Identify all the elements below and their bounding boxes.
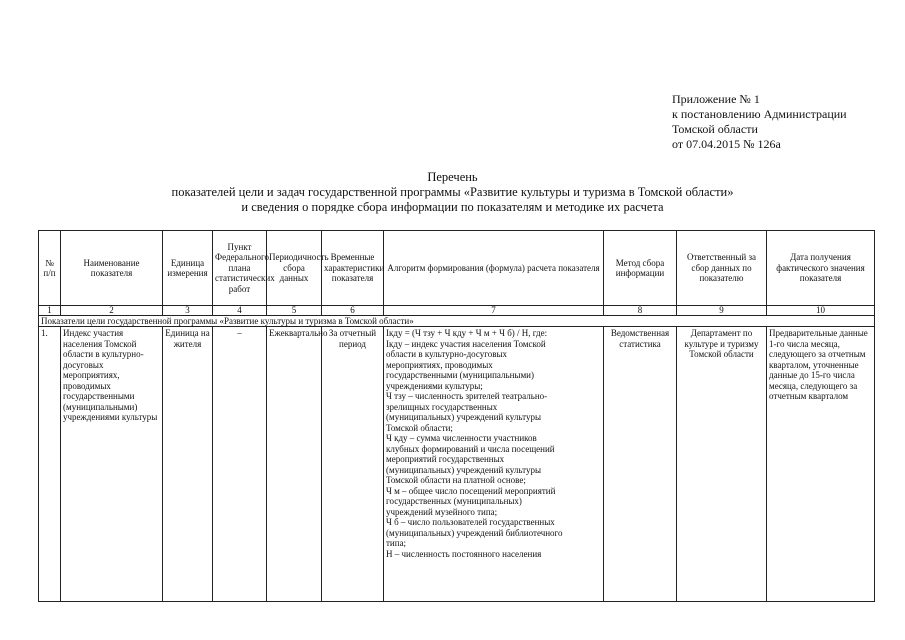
header-cell: Алгоритм формирования (формула) расчета показателя (384, 231, 604, 306)
section-row (39, 316, 875, 327)
appendix-line: Томской области (672, 122, 758, 136)
header-cell: Ответственный за сбор данных по показателю (677, 231, 767, 306)
document-title (0, 170, 905, 215)
indicator-name: Индекс участия населения Томской области в культурно-досуговых мероприятиях, проводимых государственными (муниципальными) учреждениями культуры (61, 327, 163, 602)
column-number: 1 (39, 306, 61, 316)
algorithm-line: мероприятий государственных (386, 454, 505, 464)
header-row (39, 231, 875, 306)
appendix-line: Приложение № 1 (672, 92, 760, 106)
plan-item: – (213, 327, 267, 602)
algorithm-line: государственных (муниципальных) (386, 496, 522, 506)
table-row (39, 327, 875, 602)
row-number: 1. (39, 327, 61, 602)
header-cell: Временные характеристики показателя (322, 231, 384, 306)
algorithm-line: Ч кду – сумма численности участников (386, 433, 537, 443)
algorithm-line: государственными (муниципальными) (386, 370, 534, 380)
column-number: 5 (267, 306, 322, 316)
algorithm-line: области в культурно-досуговых (386, 349, 508, 359)
algorithm-line: Ч м – общее число посещений мероприятий (386, 485, 556, 496)
header-cell: Метод сбора информации (604, 231, 677, 306)
algorithm-line: Н – численность постоянного населения (386, 548, 542, 559)
responsible-party: Департамент по культуре и туризму Томской области (677, 327, 767, 602)
header-cell: Дата получения фактического значения показателя (767, 231, 875, 306)
algorithm-line: мероприятиях, проводимых (386, 359, 493, 370)
indicator-unit: Единица на жителя (163, 327, 213, 602)
algorithm-line: Ч б – число пользователей государственных (386, 517, 555, 527)
header-cell: № п/п (39, 231, 61, 306)
algorithm-line: (муниципальных) учреждений культуры (386, 412, 542, 422)
header-cell: Периодичность сбора данных (267, 231, 322, 306)
title-line: показателей цели и задач государственной программы «Развитие культуры и туризма в Томской области» (171, 185, 734, 199)
appendix-line: от 07.04.2015 № 126а (672, 137, 781, 151)
algorithm-line: Ч тзу – численность зрителей театрально- (386, 391, 548, 401)
column-number: 2 (61, 306, 163, 316)
header-cell: Наименование показателя (61, 231, 163, 306)
algorithm-line: учреждений музейного типа; (386, 506, 498, 517)
header-cell: Пункт Федерального плана статистических работ (213, 231, 267, 306)
column-number: 4 (213, 306, 267, 316)
title-line: и сведения о порядке сбора информации по показателям и методике их расчета (241, 200, 664, 214)
section-title: Показатели цели государственной программы «Развитие культуры и туризма в Томской области» (39, 316, 875, 327)
column-number: 3 (163, 306, 213, 316)
receipt-date: Предварительные данные 1-го числа месяца, следующего за отчетным кварталом, уточненные данные до 15-го числа месяца, следующего за отчетным кварталом (767, 327, 875, 602)
column-number: 8 (604, 306, 677, 316)
column-number: 9 (677, 306, 767, 316)
periodicity: Ежеквартально (267, 327, 322, 602)
column-number: 7 (384, 306, 604, 316)
time-characteristic: За отчетный период (322, 327, 384, 602)
algorithm-line: (муниципальных) учреждений культуры (386, 464, 542, 475)
collection-method: Ведомственная статистика (604, 327, 677, 602)
appendix-block (672, 92, 847, 152)
algorithm-line: (муниципальных) учреждений библиотечного (386, 527, 563, 538)
algorithm-line: типа; (386, 538, 407, 548)
header-cell: Единица измерения (163, 231, 213, 306)
algorithm-line: Томской области; (386, 422, 453, 433)
algorithm-line: учреждениями культуры; (386, 380, 483, 391)
algorithm-cell (384, 327, 604, 602)
algorithm-line: Iкду = (Ч тзу + Ч кду + Ч м + Ч б) / Н, где: (386, 328, 548, 338)
algorithm-line: клубных формирований и числа посещений (386, 443, 555, 454)
column-number-row (39, 306, 875, 316)
appendix-line: к постановлению Администрации (672, 107, 847, 121)
algorithm-line: Томской области на платной основе; (386, 475, 526, 485)
algorithm-line: зрелищных государственных (386, 401, 498, 412)
column-number: 10 (767, 306, 875, 316)
indicators-table (38, 230, 875, 602)
column-number: 6 (322, 306, 384, 316)
title-line: Перечень (427, 170, 478, 184)
algorithm-line: Iкду – индекс участия населения Томской (386, 338, 546, 349)
